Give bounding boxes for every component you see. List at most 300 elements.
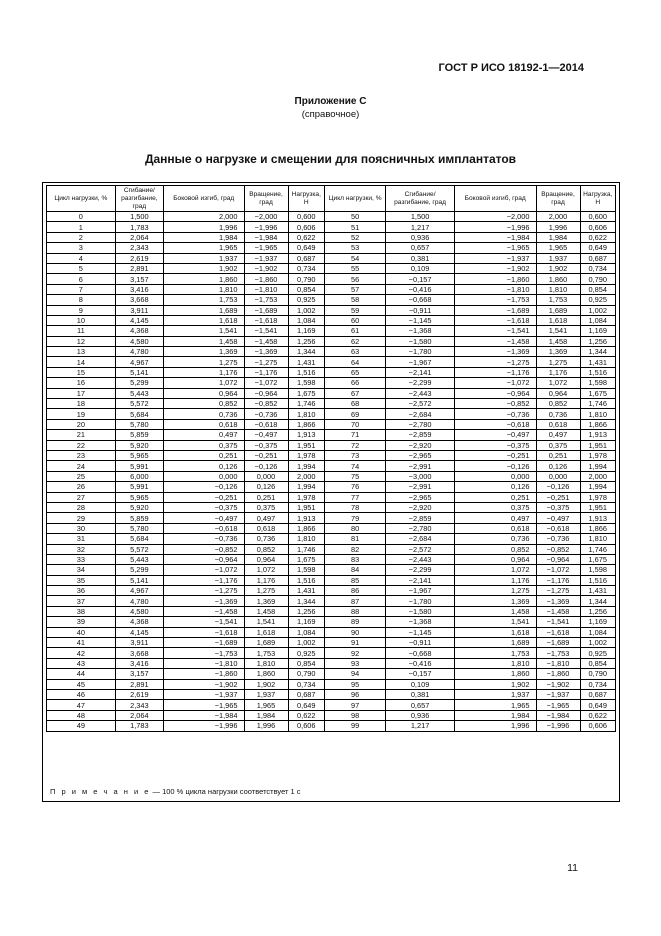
table-cell: 34 xyxy=(47,565,116,575)
column-header: Нагрузка, Н xyxy=(580,186,615,212)
table-cell: 1,913 xyxy=(580,513,615,523)
table-cell: 1,951 xyxy=(580,502,615,512)
table-cell: −2,859 xyxy=(386,513,455,523)
table-cell: 11 xyxy=(47,326,116,336)
table-row xyxy=(47,253,616,263)
table-cell: −1,072 xyxy=(454,378,536,388)
table-cell: 1,860 xyxy=(454,669,536,679)
table-cell: 1,866 xyxy=(288,523,325,533)
table-cell: 1,996 xyxy=(536,222,580,232)
table-cell: 8 xyxy=(47,295,116,305)
table-cell: 0,618 xyxy=(164,419,245,429)
table-cell: 16 xyxy=(47,378,116,388)
table-cell: 1,275 xyxy=(164,357,245,367)
table-cell: 0,657 xyxy=(386,700,455,710)
annex-subtitle: (справочное) xyxy=(301,109,360,120)
table-cell: 44 xyxy=(47,669,116,679)
table-cell: −1,996 xyxy=(164,721,245,731)
table-cell: −0,497 xyxy=(454,430,536,440)
table-cell: 5,299 xyxy=(115,378,163,388)
table-cell: 1,618 xyxy=(536,315,580,325)
table-cell: 4,580 xyxy=(115,606,163,616)
table-cell: 1,541 xyxy=(244,617,288,627)
table-cell: 1,618 xyxy=(454,627,536,637)
table-cell: 1,275 xyxy=(454,586,536,596)
table-cell: 1,965 xyxy=(164,243,245,253)
table-cell: 5,141 xyxy=(115,575,163,585)
table-cell: −0,911 xyxy=(386,638,455,648)
table-cell: −1,753 xyxy=(244,295,288,305)
table-cell: 1,984 xyxy=(454,710,536,720)
table-row xyxy=(47,450,616,460)
table-cell: 0,000 xyxy=(244,471,288,481)
table-cell: 1,937 xyxy=(164,253,245,263)
table-cell: −2,991 xyxy=(386,461,455,471)
table-cell: 1,500 xyxy=(115,212,163,222)
column-header: Вращение, град xyxy=(536,186,580,212)
table-cell: 21 xyxy=(47,430,116,440)
table-row xyxy=(47,482,616,492)
data-table xyxy=(46,185,616,732)
table-cell: 14 xyxy=(47,357,116,367)
table-cell: 1,965 xyxy=(536,243,580,253)
table-cell: 99 xyxy=(325,721,386,731)
table-cell: 1,978 xyxy=(580,450,615,460)
table-cell: 1,994 xyxy=(580,482,615,492)
table-cell: −0,497 xyxy=(164,513,245,523)
table-cell: 1,746 xyxy=(580,544,615,554)
table-cell: −0,375 xyxy=(454,440,536,450)
table-cell: 0,109 xyxy=(386,263,455,273)
table-cell: 0,375 xyxy=(164,440,245,450)
table-cell: 1,176 xyxy=(164,367,245,377)
table-cell: 1,810 xyxy=(164,284,245,294)
table-cell: 0,736 xyxy=(164,409,245,419)
table-cell: 1,084 xyxy=(288,627,325,637)
table-row xyxy=(47,295,616,305)
table-cell: 5,572 xyxy=(115,399,163,409)
table-cell: 1,618 xyxy=(244,627,288,637)
table-cell: −1,984 xyxy=(244,232,288,242)
table-cell: 0,649 xyxy=(580,700,615,710)
table-cell: −1,369 xyxy=(164,596,245,606)
table-cell: 0,606 xyxy=(580,721,615,731)
table-cell: 1,675 xyxy=(288,554,325,564)
table-cell: 65 xyxy=(325,367,386,377)
table-cell: 0,790 xyxy=(580,274,615,284)
page-number: 11 xyxy=(567,862,578,874)
column-header: Сгибание/разгибание, град xyxy=(386,186,455,212)
table-cell: 55 xyxy=(325,263,386,273)
table-cell: 19 xyxy=(47,409,116,419)
table-cell: 83 xyxy=(325,554,386,564)
table-cell: 1,344 xyxy=(288,347,325,357)
table-cell: 75 xyxy=(325,471,386,481)
table-cell: 1,169 xyxy=(580,617,615,627)
table-cell: 90 xyxy=(325,627,386,637)
table-cell: 35 xyxy=(47,575,116,585)
table-cell: 85 xyxy=(325,575,386,585)
table-cell: 1,217 xyxy=(386,721,455,731)
table-cell: 1,541 xyxy=(454,617,536,627)
table-cell: 2,891 xyxy=(115,263,163,273)
table-cell: 69 xyxy=(325,409,386,419)
table-cell: 57 xyxy=(325,284,386,294)
table-cell: 0,375 xyxy=(454,502,536,512)
table-cell: 0,852 xyxy=(454,544,536,554)
table-cell: 1,951 xyxy=(288,502,325,512)
table-cell: 1,458 xyxy=(164,336,245,346)
table-cell: 0,109 xyxy=(386,679,455,689)
table-cell: 0,964 xyxy=(536,388,580,398)
table-row xyxy=(47,419,616,429)
table-cell: 72 xyxy=(325,440,386,450)
table-cell: 33 xyxy=(47,554,116,564)
table-cell: 51 xyxy=(325,222,386,232)
table-cell: 1,431 xyxy=(580,357,615,367)
table-cell: −0,852 xyxy=(454,399,536,409)
table-cell: 63 xyxy=(325,347,386,357)
table-cell: 23 xyxy=(47,450,116,460)
table-cell: −1,902 xyxy=(164,679,245,689)
table-cell: −0,126 xyxy=(244,461,288,471)
table-cell: −1,458 xyxy=(164,606,245,616)
table-cell: −0,416 xyxy=(386,658,455,668)
table-cell: 0,251 xyxy=(536,450,580,460)
table-cell: 1,810 xyxy=(244,658,288,668)
table-cell: 1,996 xyxy=(164,222,245,232)
table-cell: 73 xyxy=(325,450,386,460)
table-cell: −1,810 xyxy=(536,658,580,668)
table-cell: 0,649 xyxy=(580,243,615,253)
table-cell: −1,967 xyxy=(386,586,455,596)
table-row xyxy=(47,461,616,471)
table-cell: −1,937 xyxy=(536,689,580,699)
table-row xyxy=(47,606,616,616)
table-cell: 2,000 xyxy=(536,212,580,222)
table-cell: −0,736 xyxy=(244,409,288,419)
table-cell: −1,937 xyxy=(244,253,288,263)
table-cell: 2,000 xyxy=(288,471,325,481)
table-row xyxy=(47,263,616,273)
table-cell: 0,497 xyxy=(244,513,288,523)
annex-title: Приложение С xyxy=(294,96,367,107)
table-cell: −1,275 xyxy=(536,586,580,596)
table-cell: 0,964 xyxy=(244,554,288,564)
table-cell: −1,369 xyxy=(454,347,536,357)
table-cell: 1,072 xyxy=(536,378,580,388)
table-cell: 4,967 xyxy=(115,357,163,367)
table-cell: 3,911 xyxy=(115,638,163,648)
table-cell: 5,141 xyxy=(115,367,163,377)
table-row xyxy=(47,336,616,346)
table-cell: 28 xyxy=(47,502,116,512)
table-cell: 0,736 xyxy=(244,534,288,544)
table-cell: −1,618 xyxy=(454,315,536,325)
table-cell: −0,126 xyxy=(164,482,245,492)
table-cell: 1,176 xyxy=(244,575,288,585)
table-cell: 1,984 xyxy=(164,232,245,242)
table-cell: −0,157 xyxy=(386,669,455,679)
table-cell: 1,866 xyxy=(580,419,615,429)
table-cell: 43 xyxy=(47,658,116,668)
table-cell: −0,126 xyxy=(536,482,580,492)
table-cell: 1,369 xyxy=(454,596,536,606)
table-cell: 1,431 xyxy=(580,586,615,596)
table-cell: 1,913 xyxy=(288,513,325,523)
table-cell: 0,964 xyxy=(454,554,536,564)
table-cell: 87 xyxy=(325,596,386,606)
table-cell: 1,084 xyxy=(288,315,325,325)
table-cell: −0,251 xyxy=(164,492,245,502)
table-cell: −1,984 xyxy=(536,710,580,720)
table-cell: 1,913 xyxy=(580,430,615,440)
table-cell: 76 xyxy=(325,482,386,492)
table-cell: 4,368 xyxy=(115,617,163,627)
table-cell: 1,746 xyxy=(288,399,325,409)
table-cell: −1,541 xyxy=(164,617,245,627)
table-cell: −2,572 xyxy=(386,544,455,554)
table-cell: −1,072 xyxy=(536,565,580,575)
table-cell: 12 xyxy=(47,336,116,346)
table-cell: 78 xyxy=(325,502,386,512)
table-row xyxy=(47,627,616,637)
table-cell: 1,994 xyxy=(288,461,325,471)
table-cell: 0,126 xyxy=(454,482,536,492)
table-cell: −1,541 xyxy=(536,617,580,627)
table-cell: −1,860 xyxy=(164,669,245,679)
table-cell: 1,344 xyxy=(580,347,615,357)
table-cell: 1,984 xyxy=(244,710,288,720)
table-cell: 1,072 xyxy=(164,378,245,388)
table-cell: 1,902 xyxy=(164,263,245,273)
table-cell: 25 xyxy=(47,471,116,481)
table-cell: −1,176 xyxy=(164,575,245,585)
table-cell: 46 xyxy=(47,689,116,699)
table-cell: 0,687 xyxy=(288,689,325,699)
table-cell: 1,866 xyxy=(288,419,325,429)
table-cell: 1,860 xyxy=(536,274,580,284)
table-cell: 1,072 xyxy=(454,565,536,575)
table-cell: −2,965 xyxy=(386,450,455,460)
table-cell: 0,854 xyxy=(580,658,615,668)
table-cell: −1,965 xyxy=(164,700,245,710)
table-cell: 53 xyxy=(325,243,386,253)
table-cell: 1,598 xyxy=(580,378,615,388)
table-cell: 0,964 xyxy=(164,388,245,398)
table-cell: −1,996 xyxy=(454,222,536,232)
table-row xyxy=(47,492,616,502)
table-cell: 0,925 xyxy=(288,648,325,658)
table-cell: 0,497 xyxy=(164,430,245,440)
table-row xyxy=(47,357,616,367)
table-cell: −0,736 xyxy=(454,409,536,419)
table-cell: −0,618 xyxy=(164,523,245,533)
table-cell: 0,925 xyxy=(580,648,615,658)
table-cell: −1,145 xyxy=(386,627,455,637)
table-cell: 1,996 xyxy=(454,721,536,731)
table-cell: 97 xyxy=(325,700,386,710)
table-cell: 0,854 xyxy=(580,284,615,294)
table-cell: 0,251 xyxy=(164,450,245,460)
table-cell: −1,072 xyxy=(244,378,288,388)
table-cell: 1,937 xyxy=(454,689,536,699)
table-cell: 94 xyxy=(325,669,386,679)
table-cell: 0,606 xyxy=(288,721,325,731)
table-cell: 41 xyxy=(47,638,116,648)
table-cell: 1,176 xyxy=(536,367,580,377)
table-cell: −0,964 xyxy=(454,388,536,398)
table-cell: 1,810 xyxy=(454,658,536,668)
table-cell: −1,984 xyxy=(454,232,536,242)
table-cell: 0,925 xyxy=(580,295,615,305)
table-cell: 67 xyxy=(325,388,386,398)
table-cell: 0,606 xyxy=(580,222,615,232)
table-cell: 1,783 xyxy=(115,222,163,232)
table-cell: 1,431 xyxy=(288,586,325,596)
table-cell: 0,622 xyxy=(288,710,325,720)
table-cell: 0,000 xyxy=(164,471,245,481)
table-cell: 1,753 xyxy=(454,648,536,658)
table-cell: 71 xyxy=(325,430,386,440)
table-row xyxy=(47,232,616,242)
table-cell: −1,072 xyxy=(164,565,245,575)
page-title: Данные о нагрузке и смещении для поясничных имплантатов xyxy=(144,152,517,166)
table-cell: 0,622 xyxy=(580,232,615,242)
table-cell: 9 xyxy=(47,305,116,315)
table-cell: 49 xyxy=(47,721,116,731)
table-cell: 1,951 xyxy=(288,440,325,450)
table-cell: −1,984 xyxy=(164,710,245,720)
table-header-row xyxy=(47,186,616,212)
table-cell: −0,852 xyxy=(536,544,580,554)
table-cell: −0,668 xyxy=(386,295,455,305)
table-cell: 0,251 xyxy=(244,492,288,502)
table-cell: 1,866 xyxy=(580,523,615,533)
table-cell: −1,996 xyxy=(244,222,288,232)
table-cell: 1,902 xyxy=(454,679,536,689)
table-cell: 0,925 xyxy=(288,295,325,305)
table-cell: −0,736 xyxy=(164,534,245,544)
table-cell: 0,734 xyxy=(288,263,325,273)
table-row xyxy=(47,471,616,481)
table-row xyxy=(47,367,616,377)
table-cell: −0,964 xyxy=(244,388,288,398)
table-row xyxy=(47,710,616,720)
table-cell: 1,516 xyxy=(288,575,325,585)
table-cell: −1,275 xyxy=(164,586,245,596)
table-cell: 0,852 xyxy=(164,399,245,409)
column-header: Вращение, град xyxy=(244,186,288,212)
table-cell: 1,994 xyxy=(288,482,325,492)
table-cell: 0,126 xyxy=(164,461,245,471)
table-cell: −2,684 xyxy=(386,534,455,544)
table-cell: 2,000 xyxy=(580,471,615,481)
table-cell: 37 xyxy=(47,596,116,606)
table-cell: 3,157 xyxy=(115,669,163,679)
table-cell: −1,618 xyxy=(536,627,580,637)
table-cell: −0,964 xyxy=(536,554,580,564)
table-cell: −2,000 xyxy=(244,212,288,222)
table-cell: −1,369 xyxy=(536,596,580,606)
table-row xyxy=(47,399,616,409)
table-cell: 59 xyxy=(325,305,386,315)
table-cell: 1,002 xyxy=(288,305,325,315)
table-cell: −0,618 xyxy=(536,523,580,533)
table-cell: 3,416 xyxy=(115,284,163,294)
table-cell: −1,753 xyxy=(454,295,536,305)
table-row xyxy=(47,658,616,668)
table-cell: −1,780 xyxy=(386,596,455,606)
column-header: Цикл нагрузки, % xyxy=(47,186,116,212)
table-cell: 1,902 xyxy=(244,679,288,689)
table-cell: 56 xyxy=(325,274,386,284)
table-row xyxy=(47,502,616,512)
table-cell: −1,860 xyxy=(536,669,580,679)
table-cell: 1,860 xyxy=(244,669,288,679)
table-cell: 1,516 xyxy=(580,367,615,377)
table-cell: 81 xyxy=(325,534,386,544)
table-row xyxy=(47,638,616,648)
table-cell: 18 xyxy=(47,399,116,409)
table-cell: −2,859 xyxy=(386,430,455,440)
table-row xyxy=(47,721,616,731)
table-cell: 5,684 xyxy=(115,409,163,419)
table-cell: −0,668 xyxy=(386,648,455,658)
table-cell: −1,780 xyxy=(386,347,455,357)
table-cell: 1,689 xyxy=(164,305,245,315)
table-cell: 1,458 xyxy=(536,336,580,346)
table-cell: 0,000 xyxy=(536,471,580,481)
table-cell: 5,443 xyxy=(115,554,163,564)
table-cell: 5,684 xyxy=(115,534,163,544)
table-cell: −1,541 xyxy=(454,326,536,336)
table-cell: −0,375 xyxy=(164,502,245,512)
table-cell: 0,854 xyxy=(288,284,325,294)
table-cell: 86 xyxy=(325,586,386,596)
table-row xyxy=(47,554,616,564)
table-cell: 17 xyxy=(47,388,116,398)
table-cell: 0,126 xyxy=(244,482,288,492)
table-cell: 2,619 xyxy=(115,689,163,699)
table-cell: −1,689 xyxy=(164,638,245,648)
table-row xyxy=(47,689,616,699)
table-row xyxy=(47,565,616,575)
table-cell: 1,002 xyxy=(580,305,615,315)
table-row xyxy=(47,586,616,596)
table-cell: −1,176 xyxy=(244,367,288,377)
table-cell: −2,920 xyxy=(386,440,455,450)
table-cell: 1,344 xyxy=(580,596,615,606)
table-cell: 0,790 xyxy=(580,669,615,679)
table-cell: 1,689 xyxy=(536,305,580,315)
table-cell: 79 xyxy=(325,513,386,523)
table-cell: 1,913 xyxy=(288,430,325,440)
table-cell: 0,381 xyxy=(386,253,455,263)
table-cell: 1,431 xyxy=(288,357,325,367)
table-cell: −0,852 xyxy=(244,399,288,409)
table-cell: 6,000 xyxy=(115,471,163,481)
table-cell: −1,618 xyxy=(164,627,245,637)
note-text: — 100 % цикла нагрузки соответствует 1 с xyxy=(150,787,301,796)
table-cell: 1,084 xyxy=(580,627,615,637)
table-cell: 1,746 xyxy=(288,544,325,554)
table-cell: −1,860 xyxy=(244,274,288,284)
table-cell: −1,965 xyxy=(536,700,580,710)
table-row xyxy=(47,388,616,398)
table-cell: 1,256 xyxy=(580,606,615,616)
table-cell: −1,458 xyxy=(536,606,580,616)
